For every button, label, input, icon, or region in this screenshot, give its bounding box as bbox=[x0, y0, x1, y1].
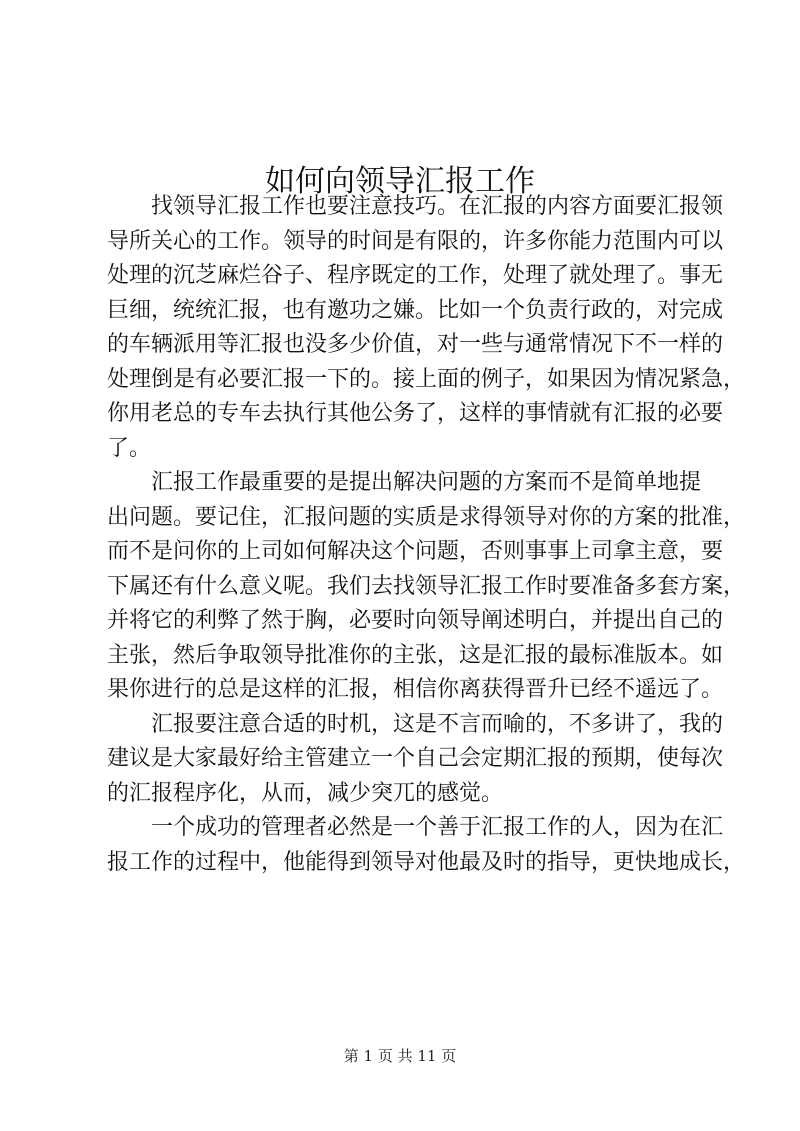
paragraph-3 bbox=[107, 708, 724, 812]
text-line: 下属还有什么意义呢。我们去找领导汇报工作时要准备多套方案， bbox=[107, 573, 746, 599]
text-line: 处理的沉芝麻烂谷子、程序既定的工作，处理了就处理了。事无 bbox=[107, 263, 724, 288]
text-line: 了。 bbox=[107, 435, 152, 461]
text-line: 巨细，统统汇报，也有邀功之嫌。比如一个负责行政的，对完成 bbox=[107, 297, 724, 323]
text-line: 处理倒是有必要汇报一下的。接上面的例子，如果因为情况紧急， bbox=[107, 366, 746, 392]
paragraph-1 bbox=[107, 190, 746, 466]
text-line: 的汇报程序化，从而，减少突兀的感觉。 bbox=[107, 780, 504, 806]
text-line: 出问题。要记住，汇报问题的实质是求得领导对你的方案的批准， bbox=[107, 504, 746, 530]
text-line: 报工作的过程中，他能得到领导对他最及时的指导，更快地成长， bbox=[107, 849, 746, 875]
paragraph-4 bbox=[107, 811, 746, 880]
text-line: 你用老总的专车去执行其他公务了，这样的事情就有汇报的必要 bbox=[107, 401, 724, 426]
text-line: 的车辆派用等汇报也没多少价值，对一些与通常情况下不一样的 bbox=[107, 332, 724, 357]
text-line: 主张，然后争取领导批准你的主张，这是汇报的最标准版本。如 bbox=[107, 642, 724, 668]
document-title: 如何向领导汇报工作 bbox=[265, 164, 535, 200]
text-line: 建议是大家最好给主管建立一个自己会定期汇报的预期，使每次 bbox=[107, 746, 724, 771]
text-line: 一个成功的管理者必然是一个善于汇报工作的人，因为在汇 bbox=[151, 815, 724, 840]
text-line: 并将它的利弊了然于胸，必要时向领导阐述明白，并提出自己的 bbox=[107, 608, 724, 633]
paragraph-2 bbox=[107, 466, 746, 708]
text-line: 找领导汇报工作也要注意技巧。在汇报的内容方面要汇报领 bbox=[151, 194, 724, 219]
text-line: 果你进行的总是这样的汇报，相信你离获得晋升已经不遥远了。 bbox=[107, 677, 724, 702]
document-body bbox=[107, 190, 746, 880]
text-line: 而不是问你的上司如何解决这个问题，否则事事上司拿主意，要 bbox=[107, 539, 724, 564]
page-number-footer: 第 1 页 共 11 页 bbox=[343, 1047, 457, 1065]
text-line: 导所关心的工作。领导的时间是有限的，许多你能力范围内可以 bbox=[107, 228, 724, 254]
text-line: 汇报要注意合适的时机，这是不言而喻的，不多讲了，我的 bbox=[151, 711, 724, 737]
text-line: 汇报工作最重要的是提出解决问题的方案而不是简单地提 bbox=[151, 470, 702, 495]
